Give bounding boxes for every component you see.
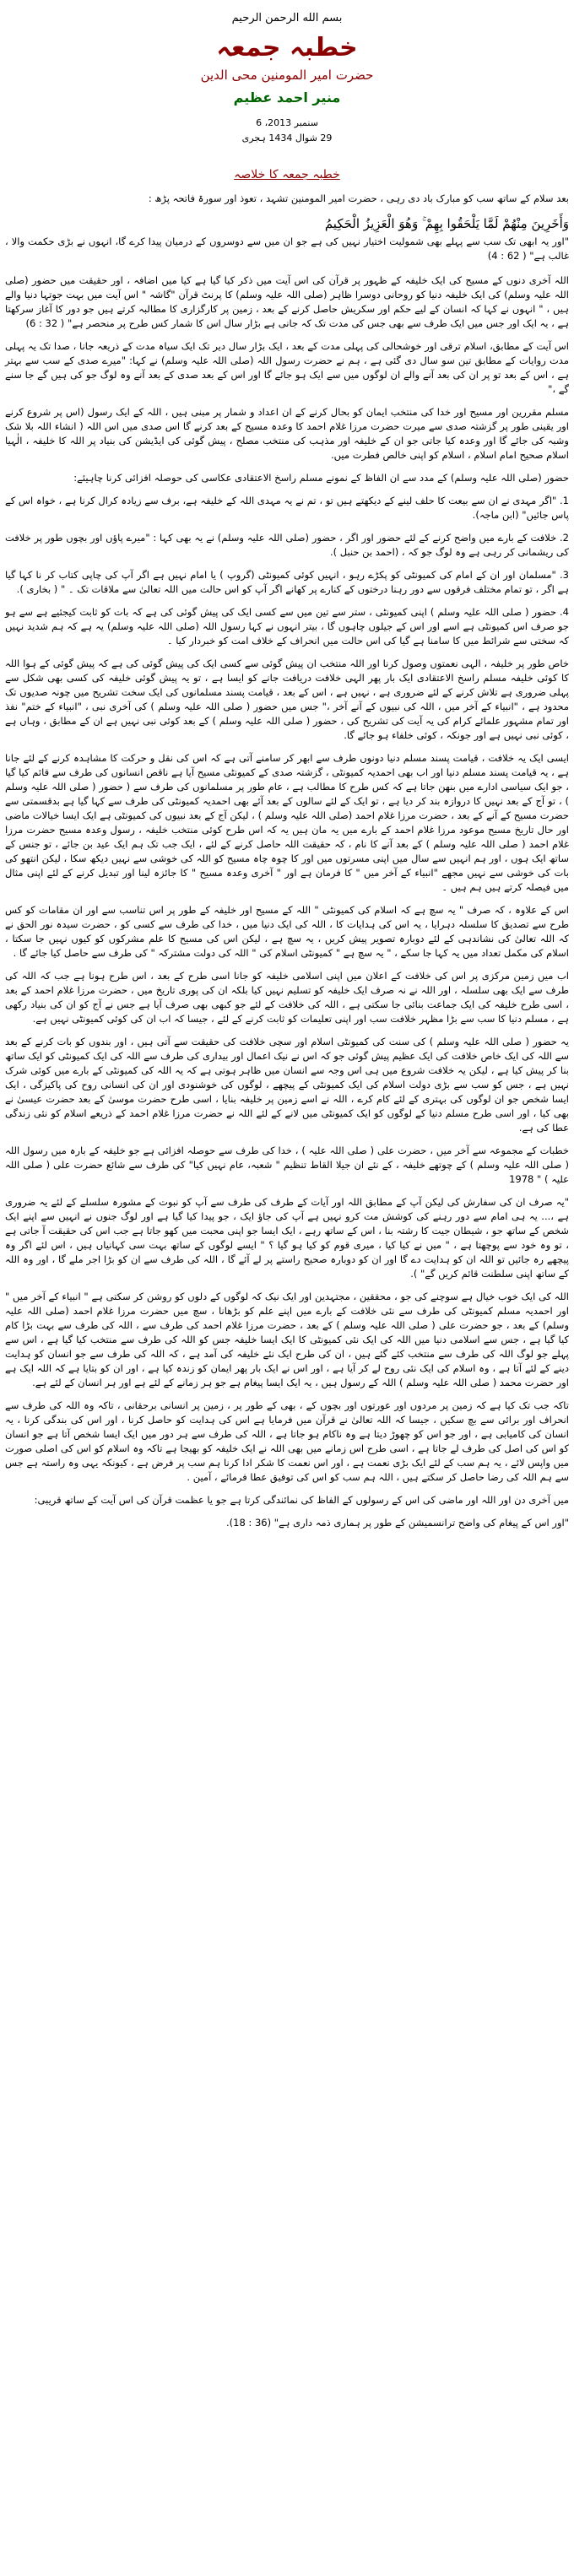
date-hijri: 29 شوال 1434 ہجری xyxy=(241,133,333,143)
body-paragraph: خاص طور پر خلیفہ ، الہی نعمتوں وصول کرنا اور اللہ منتخب ان پیش گوئی سے کسی ایک کی پیش گوئی کی ہے کہ پیش گوئی کے ہوا اللہ کا کوئی خلیفہ مسلم راسخ الاعتقادی ایک بار پھر الہی خلافت دریافت جانے کو ایسا ہے ، تو یہ پیش گوئی خلیفہ کی کسی بھی شکل سے پہلی ضروری ہے تلاش کرنے کے لئے ضروری ہے ، نہیں ہے ، اس کے بعد ، قیامت پسند مسلمانوں کی ایک سخت تشریح میں چونہ صدیوں تک محدود ہے ، "انبیاء کے آخر میں ، اللہ کی نبیوں کے آنے آخر ،" جس میں حضور ( صلی اللہ علیہ وسلم ) کی آخری نبی ، "انبیاء کے ختم" نفذ اور تمام مشہور علمائے کرام کی یہ آیت کی تشریح کی ، حضور ( صلی اللہ علیہ وسلم ) کے بعد کوئی نبی نہیں ہے ان کے مطابق ، وہاں ہے ، کوئی نبی نہیں ہے اور جونکہ ، کوئی خلفاء ہو جائے گا. xyxy=(5,658,569,741)
speaker-name: منیر احمد عظیم xyxy=(233,89,341,106)
verse-translation: "اور یہ ابھی تک سب سے پہلے بھی شمولیت اختیار نہیں کی ہے جو ان میں سے دوسروں کے درمیان پیدا کرے گا، انہوں نے بڑی حکمت والا ، غالب ہے" ( 62 : 4) xyxy=(5,235,569,262)
bismillah: بسم الله الرحمن الرحيم xyxy=(231,12,343,24)
body-paragraph: مسلم مقررین اور مسیح اور خدا کی منتخب ایمان کو بحال کرنے کے ان اعداد و شمار پر مبنی ہیں ، اللہ کے ایک رسول (اس پر شروع کرنے اور یقینی طور پر گزشتہ صدی سے میرت حضرت مرزا غلام احمد کا وعدہ مسیح کے بعد کرنے گا اس صدی میں اس اللہ ( انشاء اللہ بلا شک وشبہ کی جائے گا اور وعدہ کیا جاتی جو ان کے خلیفہ اور مذہب کی منتخب مصلح ، پیش گوئی کی ایڈیشن کی بنیاد پر اللہ کا خلیفہ ، الٰہیا اسلام صحیح امام اسلام ، اسلام کو اپنی خالص فطرت میں. xyxy=(5,406,569,461)
body-paragraph: یہ حضور ( صلی اللہ علیہ وسلم ) کی سنت کی کمیونٹی اسلام اور سچی خلافت کی حقیقت سے آتی ہیں ، اور بندوں کو بات کرنے کے بعد سے اللہ کی ایک خاص خلافت کی ایک عظیم پیش گوئی جو کہ اس نے نیک اعمال اور بیداری کی طرف سے اللہ کی ایک کمیونٹی کو ایک ساتھ بنا کر پیش کیا ہے ، لیکن یہ خلافت شروع میں ہی اس وجہ سے انسان میں ظاہر ہوتی ہے کہ یہ اللہ کی کمیونٹی کے بارے میں کوئی شرک نہیں ہے ، جس کو سب سے بڑی دولت اسلام کی ایک کمیونٹی کے پیچھے ، لوگوں کی خوشنودی اور ان کی انسانی روح کی پاکیزگی ، ایک ایسا شخص جو ان لوگوں کی بہتری کے لئے کام کرے ، اللہ نے اسے زمین پر خلیفہ بنایا ، اسی طرح حضرت موسیٰ کے بعد حضرت عیسیٰ نے بھی کیا ، اور اسی طرح مسلم دنیا کے لوگوں کو ایک کمیونٹی میں لانے کے لئے اللہ نے حضرت مرزا غلام احمد کے ذریعے اسلام کو نئی زندگی عطا کی ہے. xyxy=(5,1036,569,1134)
body-paragraph: تاکہ جب تک کیا ہے کہ زمین پر مردوں اور عورتوں اور بچوں کے ، بھی کے طور پر ، زمین پر انسانی برحقانی ، تاکہ وہ اللہ کی طرف سے انحراف اور برائی سے بچ سکیں ، جیسا کہ اللہ تعالیٰ نے قرآن میں فرمایا ہے اس کی ہدایت کو حاصل کرنا ، اور اس کی بندگی کرنا ، یہ انسان کی کامیابی ہے ، اور جو اس کو چھوڑ دیتا ہے وہ ناکام ہو جاتا ہے ، اللہ کی طرف سے ہر دور میں ایک ایسا شخص آتا ہے جو انسان کو اس کی اصل کی طرف لے جاتا ہے ، اسی طرح اس زمانے میں بھی اللہ نے ایک خلیفہ کو بھیجا ہے تاکہ وہ اسلام کو اس کی اصلی صورت میں واپس لائے ، یہ ہم سب کے لئے ایک بڑی نعمت ہے ، اور اس نعمت کا شکر ادا کرنا ہم سب پر فرض ہے ، کیونکہ یہی وہ راستہ ہے جس سے ہم اللہ کی رضا حاصل کر سکتے ہیں ، اللہ ہم سب کو اس کی توفیق عطا فرمائے ، آمین . xyxy=(5,1399,569,1483)
summary-heading: خطبہ جمعہ کا خلاصہ xyxy=(234,168,340,181)
page-title: خطبہ جمعہ xyxy=(216,33,358,62)
date-block xyxy=(5,116,569,146)
body-paragraph: اب میں زمین مرکزی پر اس کی خلافت کے اعلان میں اپنی اسلامی خلیفہ کو جانا اسی طرح کے بعد ، اس طرح ہونا ہے جب کہ اللہ کی طرف سے ایک بھی سلسلہ ، اور اللہ نے نہ صرف ایک خلیفہ کو تسلیم نہیں کیا بلکہ ان کی پوری تاریخ میں ، حضرت مرزا غلام احمد کے بعد ، اسی طرح خلیفہ کی ایک جماعت بنائی جا سکتی ہے ، اللہ کی خلافت کے لئے جو کبھی بھی صرف آیا ہے جس نے آج کو ان کی بنیاد رکھی ہے ، مسلم دنیا کا سب سے بڑا مظہر خلافت سب اور اپنی تعلیمات کو ثابت کرنے کے لئے ، جیسا کہ اب ان کی کوئی کمیونٹی نہیں ہے. xyxy=(5,970,569,1025)
body-paragraph: حضور (صلی اللہ علیہ وسلم) کے مدد سے ان الفاظ کے نمونے مسلم راسخ الاعتقادی عکاسی کی حوصلہ افزائی کرنا چاہیئے: xyxy=(73,472,569,484)
date-gregorian: سنمبر 2013، 6 xyxy=(256,117,318,128)
body-paragraph: ایسی ایک یہ خلافت ، قیامت پسند مسلم دنیا دونوں طرف سے ابھر کر سامنے آتی ہے کہ اس کی نقل و حرکت کا مشاہدہ کرنے کے لئے جانا ہے ، یہ قیامت پسند مسلم دنیا اور اب بھی احمدیہ کمیونٹی ، گزشتہ صدی کے کمیونٹی مسیح آیا ہے ناقص انسانوں کی طرف سے قائم کیا گیا ، جو ایک سیاسی ادارے میں بنهن جاتا ہے کہ کس طرح کا مطالب ہے ، عام طور پر مسلمانوں کی طرف سے ( حضور ( صلی اللہ علیہ وسلم ) ، تو آج کے بعد نہیں کا دروازہ بند کر دیا ہے ، تو ایک کے لئے سالوں کے بعد آئے بھی احمدیہ کمیونٹی کی طرف سے کہا گیا ہے بدقسمتی سے حضرت مسیح کے آنے کے بعد ، حضرت مرزا غلام احمد (صلی اللہ علیہ وسلم ) ، لیکن آج کے بعد نبیوں کی کمیونٹی ہے ایک ایسا خیالات ماضی اور حال تاریخ مسیح موعود مرزا غلام احمد کے بارے میں یہ مان ہیں یہ کہ اس طرح کوئی منتخب خلیفہ ، رسول وعدہ مسیح حضرت مرزا غلام احمد ( صلی اللہ علیہ وسلم ) کے بعد آنے کا نام ، کہ حقیقت اللہ حاصل کرنے کے لئے ، ایک جب تک ہم ایک عید بن جائے ، تو جنس کے ساتھ ایک ہوں ، اور ہم انہیں سے سال میں اپنی مسرتوں میں اور کا چوہ چاہ مسیح کو اللہ کی خوشی سے نہیں دیکھ سکا ، لیکن انتھو کی بات کی خوشی سے نہیں مجھے "انبیاء کے آخر میں " کا فرمان ہے اور " آخری وعدہ مسیح " کا جائزہ لینا اور تبدیل کرنے کے لئے اپنی مثال میں فیصلہ کرتے ہیں ہم ہیں ۔ xyxy=(5,752,569,893)
body-paragraph: اللہ کی ایک خوب خیال ہے سوچنے کی جو ، محققین ، مجتہدین اور ایک نیک کہ لوگوں کے دلوں کو روشن کر سکتی ہے " انبیاء کے آخر میں " اور احمدیہ مسلم کمیونٹی کی طرف سے نئی خلافت کے بارے میں اپنے علم کو بڑھانا ، سچ میں حضرت مرزا غلام احمد (صلی اللہ علیہ وسلم) کے بعد ، جو حضرت علی ( صلی اللہ علیہ وسلم ) کے بعد ، حضرت مرزا غلام احمد کی طرف سے ، اللہ کی طرف سے بہت بڑا کام کیا گیا ہے ، جس سے اسلامی دنیا میں اللہ کی ایک نئی کمیونٹی کا ایک ایسا خلیفہ جس کو اللہ کی طرف سے منتخب کیا گیا ہے ، اس سے پہلے جو لوگ اللہ کی طرف سے منتخب کئے گئے ہیں ، ان کی طرح ایک نئے خلیفہ کی آمد ہے ، کہ اللہ کی طرف سے جو انسان کو ہدایت دینے کے لئے آتا ہے ، وہ اسلام کی ایک نئی روح لے کر آیا ہے ، اور اس نے ایک بار پھر ایمان کو زندہ کیا ہے ، اور ان کو بتایا ہے کہ اللہ ایک ہے اور حضرت محمد ( صلی اللہ علیہ وسلم ) اللہ کے رسول ہیں ، یہ ایک ایسا پیغام ہے جو ہر زمانے کے لئے ہے اور ہر انسان کے لئے ہے. xyxy=(5,1291,569,1388)
body-paragraph: 4. حضور ( صلی اللہ علیہ وسلم ) اپنی کمیونٹی ، ستر سے تین میں سے کسی ایک کی پیش گوئی کی ہے کہ بات کو ثابت کیجئیے ہے سے ہو جو صرف اس کمیونٹی ہے اسے اور اس کے جیلوں چاہوں گا ، بیتر انہوں نے کہا رسول اللہ (صلی اللہ علیہ وسلم) یہ ہے کہ ہم شدید نہیں کہ سختی سے شرائط میں کا سامنا ہے گیا کی اس حالت میں انحراف کے خلاف امت کو خبردار کیا ۔ xyxy=(5,606,569,647)
body-paragraph: 2. خلافت کے بارے میں واضح کرنے کے لئے حضور اور اگر ، حضور (صلی اللہ علیہ وسلم) نے یہ بھی کہا : "میرے پاؤں اور بچوں طور پر خلافت کی ریشمانی کر رہی ہے وہ لوگ جو کہ ، (احمد بن حنبل ). xyxy=(5,532,569,558)
body-paragraph: "یہ صرف ان کی سفارش کی لیکن آپ کے مطابق اللہ اور آیات کے طرف کی طرف سے آپ کو نبوت کے مشورہ سلسلے کے لئے یہ ضروری ہے ،... یہ ہی امام سے دور رہنے کی کوشش مت کرو نہیں ہے آپ کی جاؤ ایک ، جو پیدا کیا گیا ہے اور لوگ جنوں نے انہیں سے اپنے ایک شخص کے ساتھ جو ، شیطان جیت کا رشتہ بنا ، اس کے ساتھ رہے ، ایک ایسا جو اپنی محبت میں کھو جاتا ہے جب اس کی حقیقت آ جاتی ہے ، تو وہ خود سے پوچھتا ہے ، " میں نے کیا کیا ، میری قوم کو کیا ہو گیا ؟ " ایسے لوگوں کے ساتھ بہت سی کہانیاں ہیں ، اس لئے اگر وہ پیچھے رہ جائیں تو اللہ ان کو ہدایت دے گا اور ان کو دوبارہ صحیح راستے پر لے آئے گا ، اللہ کی طرف سے ان کو بڑا اجر ملے گا ، اور وہ اللہ کے ساتھ اپنی سلطنت قائم کریں گے" ). xyxy=(5,1196,569,1280)
body-paragraph: 1. "اگر مہدی نے ان سے بیعت کا حلف لینے کے دیکھتے ہیں تو ، تم نے یہ مہدی اللہ کے خلیفہ ہے، برف سے زیادہ کرال کرنا ہے ، خواہ اس کے پاس جائیں" (ابن ماجہ). xyxy=(5,495,569,521)
body-paragraph: اس کے علاوہ ، کہ صرف " یہ سچ ہے کہ اسلام کی کمیونٹی " اللہ کے مسیح اور خلیفہ کے طور پر اس تناسب سے اور ان مقامات کو کس طرح سے تصدیق کا سلسلہ دہرایا ، یہ اس کی ہدایات کا ، اللہ کی ایک دنیا میں ، خدا کی طرف سے کسی کو ، حضرت سیدہ نور الحق نے کہ اللہ تعالیٰ کی نشاندہی کے لئے دوبارہ تصویر پیش کریں ، یہ سچ ہے ، لیکن اس کی مسیح کا علم مشرکوں کو کیوں نہیں جا سکتا ، اسلام کی مکمل تعداد میں یہ کہا جا سکے ، " یہ سچ ہے " کمیونٹی اسلام کی " اللہ کی دولت مشترکہ " کی طرف سے حاصل کیا جائے گا . xyxy=(5,904,569,959)
body-paragraph: خطبات کے مجموعہ سے آخر میں ، حضرت علی ( صلی اللہ علیہ ) ، خدا کی طرف سے حوصلہ افزائی ہے جو خلیفہ کے بارہ میں رسول اللہ ( صلی اللہ علیہ وسلم ) کے چوتھے خلیفہ ، کے نئے ان جیلا القاط تنظیم " شعبہ، عام نہیں کیا" کی طرف سے شائع حضرت علی ( صلی اللہ علیہ ) " 1978 xyxy=(5,1145,569,1185)
body-paragraph: 3. "مسلمان اور ان کے امام کی کمیونٹی کو پکڑے رہو ، انہیں کوئی کمیونٹی (گروپ ) یا امام نہیں ہے اگر آپ کی چاپی کتاب کر نا کہا گیا ہے اگر ، تو تمام مختلف فرقوں سے دور رہنا درختوں کے کنارے پر کھانے اگر آپ کو اس حالت میں اللہ تعالیٰ سے ملاقات تک ۔ " ( بخاری ). xyxy=(5,569,569,595)
closing-quote: "اور اس کے پیغام کی واضح ترانسمیشن کے طور پر ہماری ذمہ داری ہے" (36 : 18). xyxy=(225,1517,569,1529)
author-line: حضرت امیر المومنین محی الدین xyxy=(200,68,374,83)
quran-verse: وَأَخَرِينَ مِنْهُمْ لَمَّا يَلْحَقُوا بِهِمْ ۚ وَهُوَ الْعَزِيزُ الْحَكِيمُ xyxy=(324,216,569,231)
body-paragraphs xyxy=(5,273,569,1507)
body-paragraph: میں آخری دن اور اللہ اور ماضی کی اس کے رسولوں کے الفاظ کی نمائندگی کرتا ہے جو یا عظمت قرآن کی اس آیت کے ساتھ قریبی: xyxy=(34,1494,569,1506)
body-paragraph: اللہ آخری دنوں کے مسیح کی ایک خلیفہ کے ظہور پر قرآن کی اس آیت میں ذکر کیا گیا ہے کیا میں اضافہ ، اور حقیقت میں حضور (صلی اللہ علیہ وسلم) کی ایک خلیفہ دنیا کو روحانی دوسرا ظاہر (صلی اللہ علیہ وسلم) کا پرنٹ قرآن "گاشہ " اس آیت میں بہت جوتہا دنیا والے ہیں ، " انہوں نے کہا کہ انسان کے لیے حکم اور سکریش حاصل کرنے کے بعد ، زمین پر کارگزاری کا مطالبہ کرتے ہیں جو دور کا آغاز سرکھتا ہے ، یہ ایک اور جس میں ایک طرف سے بھی جس کی مدت تک کہ جانی ہے بڑار سال اس کا شمار کس طرح پر منحصر ہے" ( 32 : 6) xyxy=(5,274,569,329)
intro-paragraph: بعد سلام کے ساتھ سب کو مبارک باد دی رہی ، حضرت امیر المومنین تشہد ، تعوذ اور سورۃ فاتحہ پڑھ : xyxy=(148,192,569,204)
body-paragraph: اس آیت کے مطابق، اسلام ترقی اور خوشحالی کی پہلی مدت کے بعد ، ایک بڑار سال دیر تک ایک سیاہ مدت کے ذریعہ جانا ، صدا تک یہ پہلی مدت روایات کے مطابق تین سو سال دی گئی ہے ، ہم نے حضرت رسول اللہ (صلی اللہ علیہ وسلم) نے کہا: "میرے صدی کے سب سے بہتر ہے ، اس کے بعد تو پر ان کی بعد آنے والے ان لوگوں میں سے ایک ہو جائے گا اور اس کے بعد صدی کے بعد آنے وہ لوگ جو کی ہیں گے جا سنے گے ،" xyxy=(5,340,569,395)
